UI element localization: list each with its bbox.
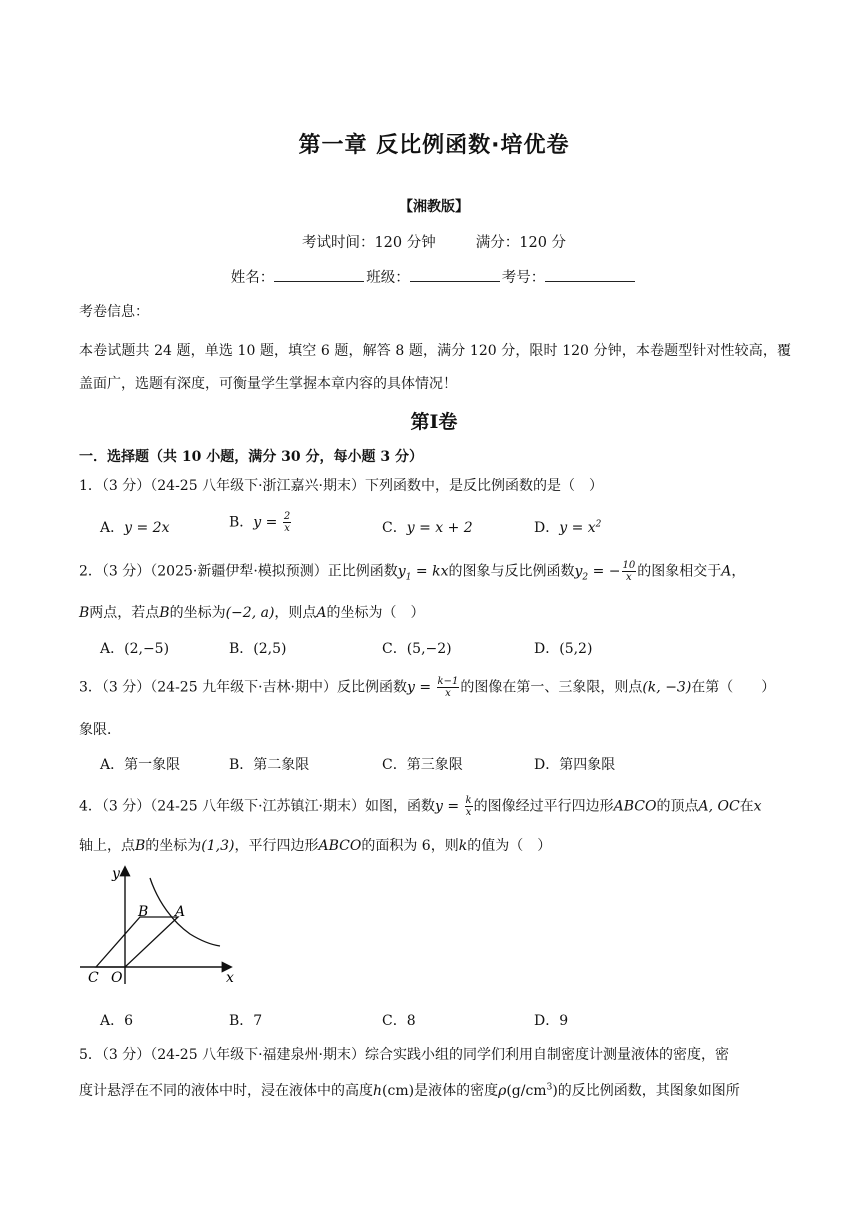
question-2-stem <box>79 560 745 583</box>
volume-heading: 第Ⅰ卷 <box>410 411 458 433</box>
q2-option-c[interactable] <box>382 638 452 658</box>
q2-option-a[interactable] <box>100 638 169 658</box>
class-label: 班级： <box>366 270 410 286</box>
numerator: k <box>465 795 472 806</box>
option-value: (5,2) <box>559 641 593 657</box>
math: x <box>753 798 762 815</box>
math: A <box>721 563 732 580</box>
option-letter: B． <box>229 1013 254 1029</box>
stem-text: 度计悬浮在不同的液体中时，浸在液体中的高度 <box>79 1083 373 1099</box>
option-math: y = x + 2 <box>406 520 473 536</box>
label-x: x <box>226 970 234 986</box>
fraction <box>437 676 460 699</box>
name-label: 姓名： <box>230 270 275 286</box>
question-1-stem: 1．（3 分）（24-25 八年级下·浙江嘉兴·期末）下列函数中，是反比例函数的是（ ） <box>79 478 603 494</box>
q1-option-a[interactable] <box>100 517 169 537</box>
label-b: B <box>138 904 149 920</box>
stem-text: 在第（ ） <box>691 679 776 696</box>
stem-text: 的坐标为（ ） <box>326 605 425 621</box>
q3-option-c[interactable] <box>382 754 463 774</box>
math: (k, −3) <box>642 679 692 696</box>
option-value: 第一象限 <box>124 757 181 773</box>
option-letter: C． <box>382 641 407 657</box>
option-value: 7 <box>253 1013 263 1029</box>
question-5-line-2 <box>79 1080 740 1100</box>
option-letter: A． <box>100 757 125 773</box>
numerator: k−1 <box>437 676 459 687</box>
denominator: x <box>284 523 290 534</box>
q1-option-c[interactable] <box>382 517 473 537</box>
stem-text: 的图像经过平行四边形 <box>473 798 614 815</box>
info-heading: 考卷信息： <box>79 304 149 320</box>
q4-option-d[interactable] <box>534 1010 568 1030</box>
exam-time: 考试时间：120 分钟 <box>301 235 436 251</box>
question-4-line-2 <box>79 835 551 855</box>
page-title: 第一章 反比例函数·培优卷 <box>298 133 570 158</box>
stem-text: 3．（3 分）（24-25 九年级下·吉林·期中）反比例函数 <box>79 679 407 696</box>
math: A <box>316 605 327 621</box>
option-value: (5,−2) <box>406 641 452 657</box>
stem-text: 的坐标为 <box>169 605 226 621</box>
exam-meta <box>0 231 868 252</box>
option-value: 第三象限 <box>406 757 463 773</box>
label-a: A <box>175 904 186 920</box>
subscript: 1 <box>405 572 412 583</box>
stem-text: ，则点 <box>274 605 317 621</box>
stem-text: 的坐标为 <box>145 838 202 854</box>
denominator: x <box>465 807 472 818</box>
math: h <box>373 1083 383 1099</box>
question-3-stem <box>79 676 775 699</box>
stem-text: 的图象与反比例函数 <box>448 563 575 580</box>
q4-option-c[interactable] <box>382 1010 416 1030</box>
math: B <box>159 605 170 621</box>
q3-option-b[interactable] <box>229 754 309 774</box>
label-o: O <box>111 970 123 986</box>
numerator: 10 <box>622 560 636 571</box>
option-letter: D． <box>534 520 560 536</box>
exam-no-label: 考号： <box>501 270 546 286</box>
math: (g/cm <box>506 1083 547 1099</box>
stem-text: 的值为（ ） <box>467 838 552 854</box>
q4-option-a[interactable] <box>100 1010 133 1030</box>
denominator: x <box>626 572 632 583</box>
parallelogram-abco <box>96 917 178 967</box>
stem-text: ，平行四边形 <box>234 838 319 854</box>
q4-figure <box>78 862 248 992</box>
question-5-stem: 5．（3 分）（24-25 八年级下·福建泉州·期末）综合实践小组的同学们利用自制密度计测量液体的密度，密 <box>79 1047 729 1063</box>
option-letter: B． <box>229 514 254 531</box>
math: ) <box>552 1083 558 1099</box>
stem-text: 2．（3 分）（2025·新疆伊犁·模拟预测）正比例函数 <box>79 563 398 580</box>
option-letter: D． <box>534 1013 560 1029</box>
option-letter: B． <box>229 757 254 773</box>
stem-text: 是液体的密度 <box>414 1083 499 1099</box>
option-value: 8 <box>406 1013 416 1029</box>
question-2-line-2 <box>79 602 425 622</box>
q3-option-a[interactable] <box>100 754 180 774</box>
label-c: C <box>88 970 99 986</box>
info-text: 本卷试题共 24 题，单选 10 题，填空 6 题，解答 8 题，满分 120 分，限时 120 分钟，本卷题型针对性较高，覆盖面广，选题有深度，可衡量学生掌握本章内容的具体情况！ <box>79 343 791 392</box>
q4-option-b[interactable] <box>229 1010 262 1030</box>
edition-label: 【湘教版】 <box>399 199 469 215</box>
stem-text: 的反比例函数，其图象如图所 <box>557 1083 740 1099</box>
stem-text: 轴上，点 <box>79 838 135 854</box>
option-value: (2,−5) <box>124 641 170 657</box>
math: y <box>397 563 406 580</box>
fraction <box>622 560 637 583</box>
math: y = <box>434 798 464 815</box>
class-blank[interactable] <box>410 267 500 282</box>
q3-option-d[interactable] <box>534 754 615 774</box>
q2-option-d[interactable] <box>534 638 592 658</box>
stem-text: 的顶点 <box>656 798 699 815</box>
math: (1,3) <box>201 838 235 854</box>
math: B <box>135 838 146 854</box>
option-letter: C． <box>382 520 407 536</box>
option-letter: B． <box>229 641 254 657</box>
fraction <box>283 511 291 534</box>
fraction <box>465 795 473 818</box>
stem-text: 4．（3 分）（24-25 八年级下·江苏镇江·期末）如图，函数 <box>79 798 435 815</box>
numerator: 2 <box>283 511 291 522</box>
option-letter: C． <box>382 757 407 773</box>
subscript: 2 <box>582 572 589 583</box>
option-letter: C． <box>382 1013 407 1029</box>
option-value: 9 <box>559 1013 569 1029</box>
option-math: y = 2x <box>124 520 170 536</box>
stem-text: 的面积为 6，则 <box>361 838 459 854</box>
section-heading: 一．选择题（共 10 小题，满分 30 分，每小题 3 分） <box>79 449 423 465</box>
student-info-row <box>0 266 868 287</box>
option-letter: A． <box>100 520 125 536</box>
math: = − <box>588 563 621 580</box>
full-score: 满分：120 分 <box>475 235 567 251</box>
option-value: 第四象限 <box>559 757 616 773</box>
math: (−2, a) <box>225 605 275 621</box>
math: = kx <box>411 563 449 580</box>
question-4-stem <box>79 795 762 818</box>
stem-text: 的图像在第一、三象限，则点 <box>460 679 643 696</box>
exponent: 2 <box>595 519 602 530</box>
stem-text: 的图象相交于 <box>637 563 722 580</box>
exam-no-blank[interactable] <box>545 267 635 282</box>
option-letter: D． <box>534 641 560 657</box>
option-letter: A． <box>100 1013 125 1029</box>
q1-option-b[interactable] <box>229 511 292 534</box>
math: ABCO <box>318 838 362 854</box>
option-value: 6 <box>124 1013 134 1029</box>
math: (cm) <box>382 1083 415 1099</box>
math: B <box>79 605 90 621</box>
stem-text: 在 <box>739 798 754 815</box>
option-math: y = <box>253 514 282 531</box>
math: A, OC <box>698 798 740 815</box>
math: ABCO <box>613 798 657 815</box>
option-math: y = x <box>559 520 596 536</box>
option-value: 第二象限 <box>253 757 310 773</box>
label-y: y <box>112 866 120 882</box>
denominator: x <box>445 688 451 699</box>
math: k <box>458 838 468 854</box>
stem-text: 两点，若点 <box>89 605 160 621</box>
exponent: 3 <box>546 1082 553 1093</box>
option-letter: A． <box>100 641 125 657</box>
option-letter: D． <box>534 757 560 773</box>
name-blank[interactable] <box>274 267 364 282</box>
question-3-line-2: 象限． <box>79 722 121 738</box>
option-value: (2,5) <box>253 641 287 657</box>
math: ρ <box>498 1083 507 1099</box>
stem-text: ， <box>731 563 746 580</box>
q2-option-b[interactable] <box>229 638 287 658</box>
q1-option-d[interactable] <box>534 517 601 537</box>
math: y = <box>406 679 436 696</box>
math: y <box>574 563 583 580</box>
